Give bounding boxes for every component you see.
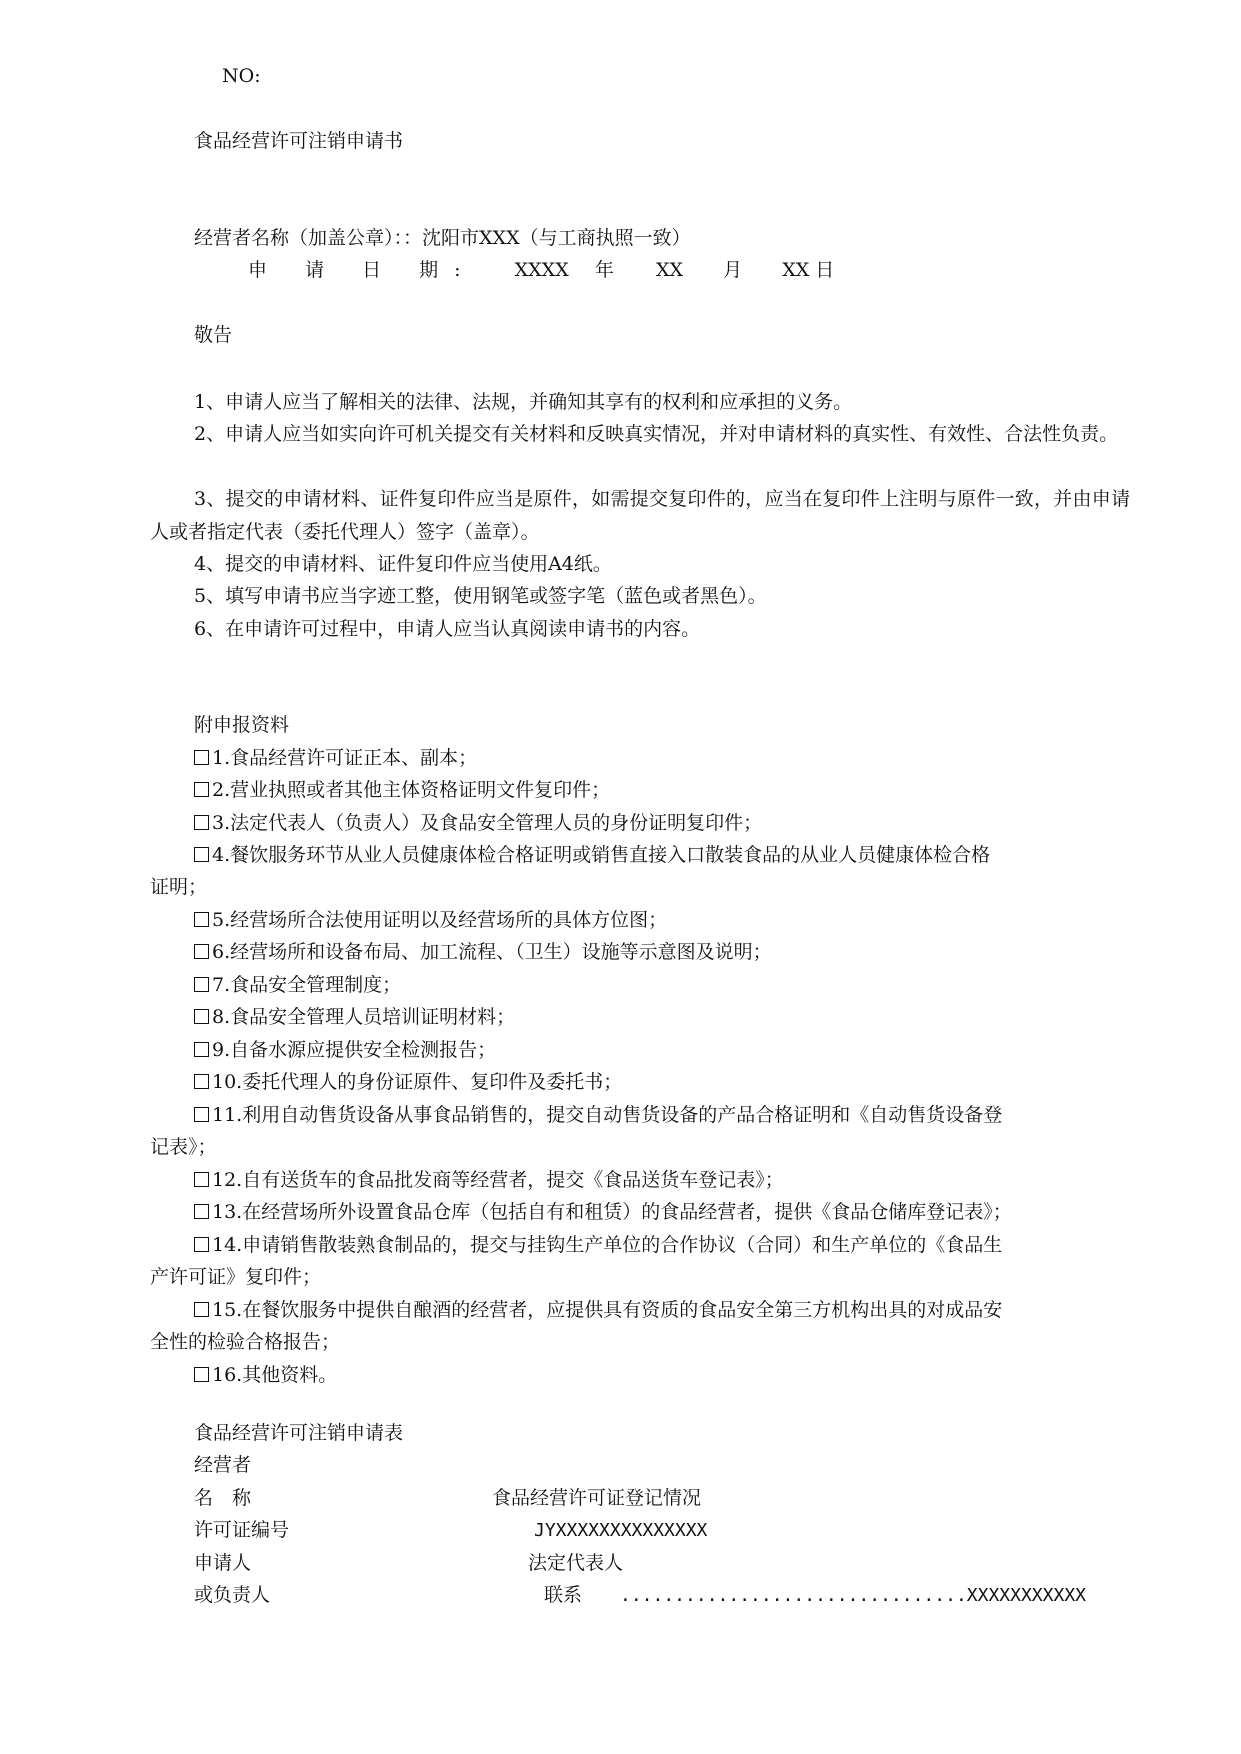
operator-name-field-label: 名 称: [194, 1487, 252, 1509]
attachment-item-16: 16.其他资料。: [194, 1366, 337, 1385]
license-number-label: 许可证编号: [194, 1519, 290, 1541]
notice-item: 2、申请人应当如实向许可机关提交有关材料和反映真实情况，并对申请材料的真实性、有效性、合法性负责。: [194, 423, 1119, 445]
contact-value: ................................XXXXXXXXXXX: [620, 1585, 1086, 1606]
date-month-unit: 月: [723, 259, 743, 281]
checkbox[interactable]: [194, 1237, 209, 1252]
application-date-label: 申 请 日 期:: [248, 259, 477, 281]
form-title: 食品经营许可注销申请表: [194, 1422, 404, 1444]
responsible-person-label: 或负责人: [194, 1584, 271, 1606]
operator-name-row: [194, 229, 691, 248]
attachment-item-14-cont: 产许可证》复印件；: [150, 1266, 322, 1288]
attachment-item-5: 5.经营场所合法使用证明以及经营场所的具体方位图；: [194, 911, 667, 930]
date-year-unit: 年: [594, 259, 614, 281]
checkbox[interactable]: [194, 782, 209, 797]
legal-representative-label: 法定代表人: [528, 1552, 624, 1574]
page-title: 食品经营许可注销申请书: [194, 130, 404, 152]
checkbox[interactable]: [194, 847, 209, 862]
attachment-item-10: 10.委托代理人的身份证原件、复印件及委托书；: [194, 1073, 622, 1092]
checkbox[interactable]: [194, 1204, 209, 1219]
date-year-value: XXXX: [514, 259, 569, 281]
checkbox[interactable]: [194, 1042, 209, 1057]
attachment-item-13: 13.在经营场所外设置食品仓库（包括自有和租赁）的食品经营者，提供《食品仓储库登记表》；: [194, 1203, 1012, 1222]
attachment-item-3: 3.法定代表人（负责人）及食品安全管理人员的身份证明复印件；: [194, 814, 762, 833]
attachment-item-7: 7.食品安全管理制度；: [194, 976, 401, 995]
registration-status-label: 食品经营许可证登记情况: [492, 1487, 702, 1509]
checkbox[interactable]: [194, 1009, 209, 1024]
checkbox[interactable]: [194, 977, 209, 992]
checkbox[interactable]: [194, 944, 209, 959]
date-day-value: XX 日: [782, 259, 835, 281]
checkbox[interactable]: [194, 750, 209, 765]
checkbox[interactable]: [194, 1074, 209, 1089]
contact-label: 联系: [544, 1584, 583, 1606]
attachment-item-1: 1.食品经营许可证正本、副本；: [194, 749, 477, 768]
operator-name-label: 经营者名称（加盖公章）：: [194, 227, 404, 249]
operator-label: 经营者: [194, 1454, 252, 1476]
application-date-row: [248, 261, 834, 280]
notice-item: 5、填写申请书应当字迹工整，使用钢笔或签字笔（蓝色或者黑色）。: [194, 585, 767, 607]
attachment-item-4-cont: 证明；: [150, 876, 208, 898]
attachments-heading: 附申报资料: [194, 714, 290, 736]
date-month-value: XX: [655, 259, 683, 281]
checkbox[interactable]: [194, 1302, 209, 1317]
attachment-item-15-cont: 全性的检验合格报告；: [150, 1331, 341, 1353]
attachment-item-6: 6.经营场所和设备布局、加工流程、（卫生）设施等示意图及说明；: [194, 943, 772, 962]
document-number-label: NO:: [222, 65, 261, 87]
notice-item: 6、在申请许可过程中，申请人应当认真阅读申请书的内容。: [194, 618, 701, 640]
applicant-label: 申请人: [194, 1552, 252, 1574]
operator-name-value: ：沈阳市XXX（与工商执照一致）: [403, 227, 691, 249]
attachment-item-14: 14.申请销售散装熟食制品的，提交与挂钩生产单位的合作协议（合同）和生产单位的《食品生: [194, 1236, 1002, 1255]
license-number-value: JYXXXXXXXXXXXXXX: [534, 1520, 708, 1541]
attachment-item-11: 11.利用自动售货设备从事食品销售的，提交自动售货设备的产品合格证明和《自动售货设备登: [194, 1106, 1002, 1125]
attachment-item-2: 2.营业执照或者其他主体资格证明文件复印件；: [194, 781, 610, 800]
checkbox[interactable]: [194, 912, 209, 927]
checkbox[interactable]: [194, 1172, 209, 1187]
checkbox[interactable]: [194, 1107, 209, 1122]
notice-item: 1、申请人应当了解相关的法律、法规，并确知其享有的权利和应承担的义务。: [194, 391, 853, 413]
attachment-item-4: 4.餐饮服务环节从业人员健康体检合格证明或销售直接入口散装食品的从业人员健康体检合格: [194, 846, 990, 865]
attachment-item-9: 9.自备水源应提供安全检测报告；: [194, 1041, 496, 1060]
attachment-item-12: 12.自有送货车的食品批发商等经营者，提交《食品送货车登记表》；: [194, 1171, 784, 1190]
attachment-item-11-cont: 记表》；: [150, 1136, 217, 1158]
notice-item: 3、提交的申请材料、证件复印件应当是原件，如需提交复印件的，应当在复印件上注明与原件一致，并由申请人或者指定代表（委托代理人）签字（盖章）。: [150, 488, 1130, 543]
notice-item: 4、提交的申请材料、证件复印件应当使用A4纸。: [194, 553, 612, 575]
checkbox[interactable]: [194, 815, 209, 830]
attachment-item-8: 8.食品安全管理人员培训证明材料；: [194, 1008, 515, 1027]
attachment-item-15: 15.在餐饮服务中提供自酿酒的经营者，应提供具有资质的食品安全第三方机构出具的对成品安: [194, 1301, 1002, 1320]
notice-heading: 敬告: [194, 324, 233, 346]
checkbox[interactable]: [194, 1367, 209, 1382]
